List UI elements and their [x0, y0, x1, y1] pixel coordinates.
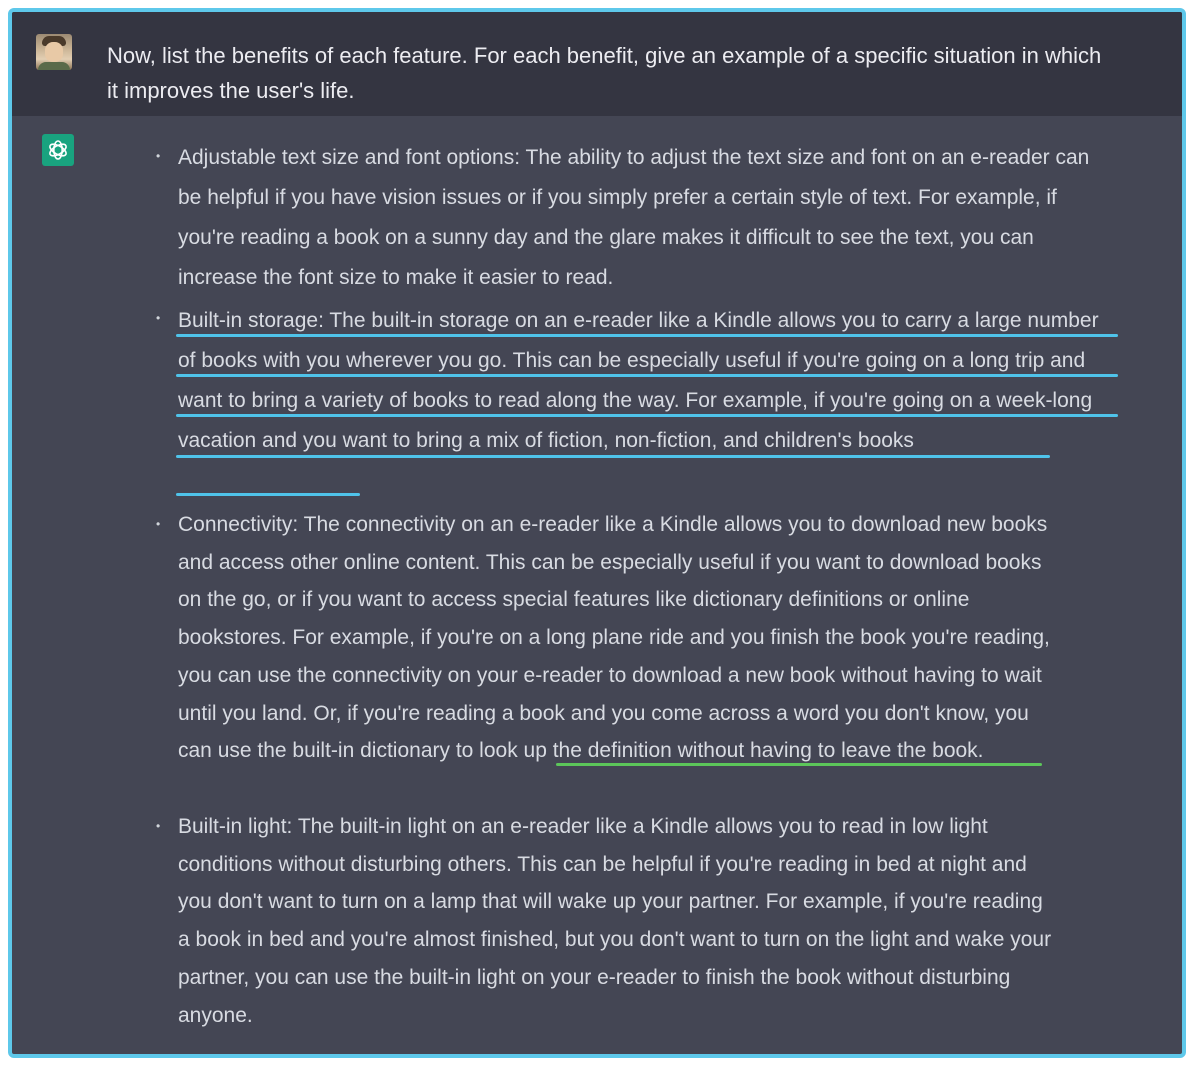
- highlight-underline: [556, 763, 1042, 766]
- highlight-underline: [176, 334, 1118, 337]
- list-item-text: Built-in light: The built-in light on an e-reader like a Kindle allows you to read in low light conditions without disturbing others. This can be helpful if you're reading in bed at night and you don't want to turn on a lamp that will wake up your partner. For example, if you're reading a book in bed and you're almost finished, but you don't want to turn on the light and wake your partner, you can use the built-in light on your e-reader to finish the book without disturbing anyone.: [178, 815, 1052, 1027]
- highlight-underline: [176, 414, 1118, 417]
- highlight-underline: [176, 493, 360, 496]
- list-item-text: Adjustable text size and font options: The ability to adjust the text size and font on an e-reader can be helpful if you have vision issues or if you simply prefer a certain style of text. For example, if you're reading a book on a sunny day and the glare makes it difficult to see the text, you can increase the font size to make it easier to read.: [178, 146, 1090, 289]
- openai-logo-icon: [42, 134, 74, 166]
- list-item-text: Connectivity: The connectivity on an e-reader like a Kindle allows you to download new books and access other online content. This can be especially useful if you want to download books on the go, or if you want to access special features like dictionary definitions or online bookstores. For example, if you're on a long plane ride and you finish the book you're reading, you can use the connectivity on your e-reader to download a new book without having to wait until you land. Or, if you're reading a book and you come across a word you don't know, you can use the built-in dictionary to look up the definition without having to leave the book.: [178, 513, 1050, 763]
- bullet: •: [156, 149, 161, 163]
- list-item-text: Built-in storage: The built-in storage on an e-reader like a Kindle allows you to carry a large number of books with you wherever you go. This can be especially useful if you're going on a long trip and want to bring a variety of books to read along the way. For example, if you're going on a week-long vacation and you want to bring a mix of fiction, non-fiction, and children's books: [178, 309, 1099, 452]
- highlight-underline: [176, 374, 1118, 377]
- bullet: •: [156, 517, 161, 531]
- user-message-text: Now, list the benefits of each feature. For each benefit, give an example of a specific situation in which it improves the user's life.: [107, 43, 1102, 103]
- bullet: •: [156, 819, 161, 833]
- chat-frame: [8, 8, 1186, 1058]
- user-message-row: [12, 12, 1182, 116]
- bullet: •: [156, 311, 161, 325]
- highlight-underline: [176, 455, 1050, 458]
- user-avatar: [36, 34, 72, 70]
